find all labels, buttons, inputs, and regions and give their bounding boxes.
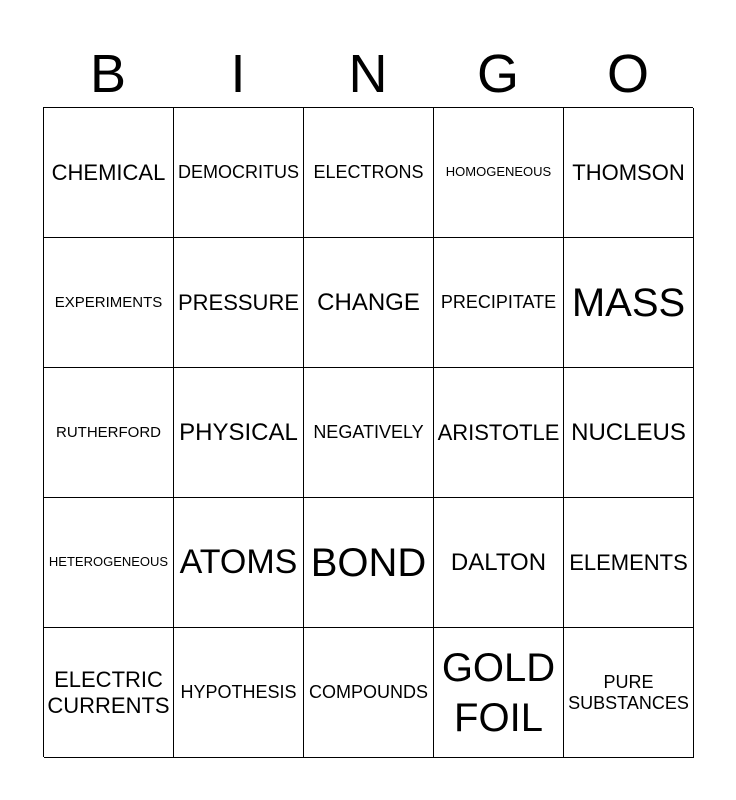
bingo-cell[interactable]: NUCLEUS	[564, 368, 694, 498]
header-letter-b: B	[89, 44, 127, 104]
bingo-header	[43, 42, 693, 106]
bingo-cell[interactable]: GOLD FOIL	[434, 628, 564, 758]
bingo-cell[interactable]: ELECTRONS	[304, 108, 434, 238]
bingo-cell[interactable]: HETEROGENEOUS	[44, 498, 174, 628]
bingo-cell[interactable]: ATOMS	[174, 498, 304, 628]
bingo-cell[interactable]: PRESSURE	[174, 238, 304, 368]
bingo-cell[interactable]: PHYSICAL	[174, 368, 304, 498]
bingo-cell[interactable]: THOMSON	[564, 108, 694, 238]
bingo-cell[interactable]: ARISTOTLE	[434, 368, 564, 498]
header-letter-g: G	[476, 44, 519, 104]
bingo-cell[interactable]: PRECIPITATE	[434, 238, 564, 368]
bingo-cell[interactable]: HOMOGENEOUS	[434, 108, 564, 238]
bingo-cell[interactable]: HYPOTHESIS	[174, 628, 304, 758]
bingo-cell[interactable]: CHANGE	[304, 238, 434, 368]
bingo-board	[43, 107, 693, 757]
bingo-cell[interactable]: ELECTRIC CURRENTS	[44, 628, 174, 758]
header-letter-i: I	[230, 44, 246, 104]
bingo-cell[interactable]: PURE SUBSTANCES	[564, 628, 694, 758]
bingo-cell[interactable]: CHEMICAL	[44, 108, 174, 238]
bingo-cell[interactable]: MASS	[564, 238, 694, 368]
bingo-cell[interactable]: EXPERIMENTS	[44, 238, 174, 368]
bingo-cell[interactable]: DEMOCRITUS	[174, 108, 304, 238]
bingo-cell[interactable]: RUTHERFORD	[44, 368, 174, 498]
bingo-cell[interactable]: ELEMENTS	[564, 498, 694, 628]
header-letter-o: O	[606, 44, 649, 104]
bingo-cell[interactable]: BOND	[304, 498, 434, 628]
bingo-cell[interactable]: COMPOUNDS	[304, 628, 434, 758]
bingo-cell[interactable]: NEGATIVELY	[304, 368, 434, 498]
bingo-cell[interactable]: DALTON	[434, 498, 564, 628]
header-letter-n: N	[348, 44, 388, 104]
